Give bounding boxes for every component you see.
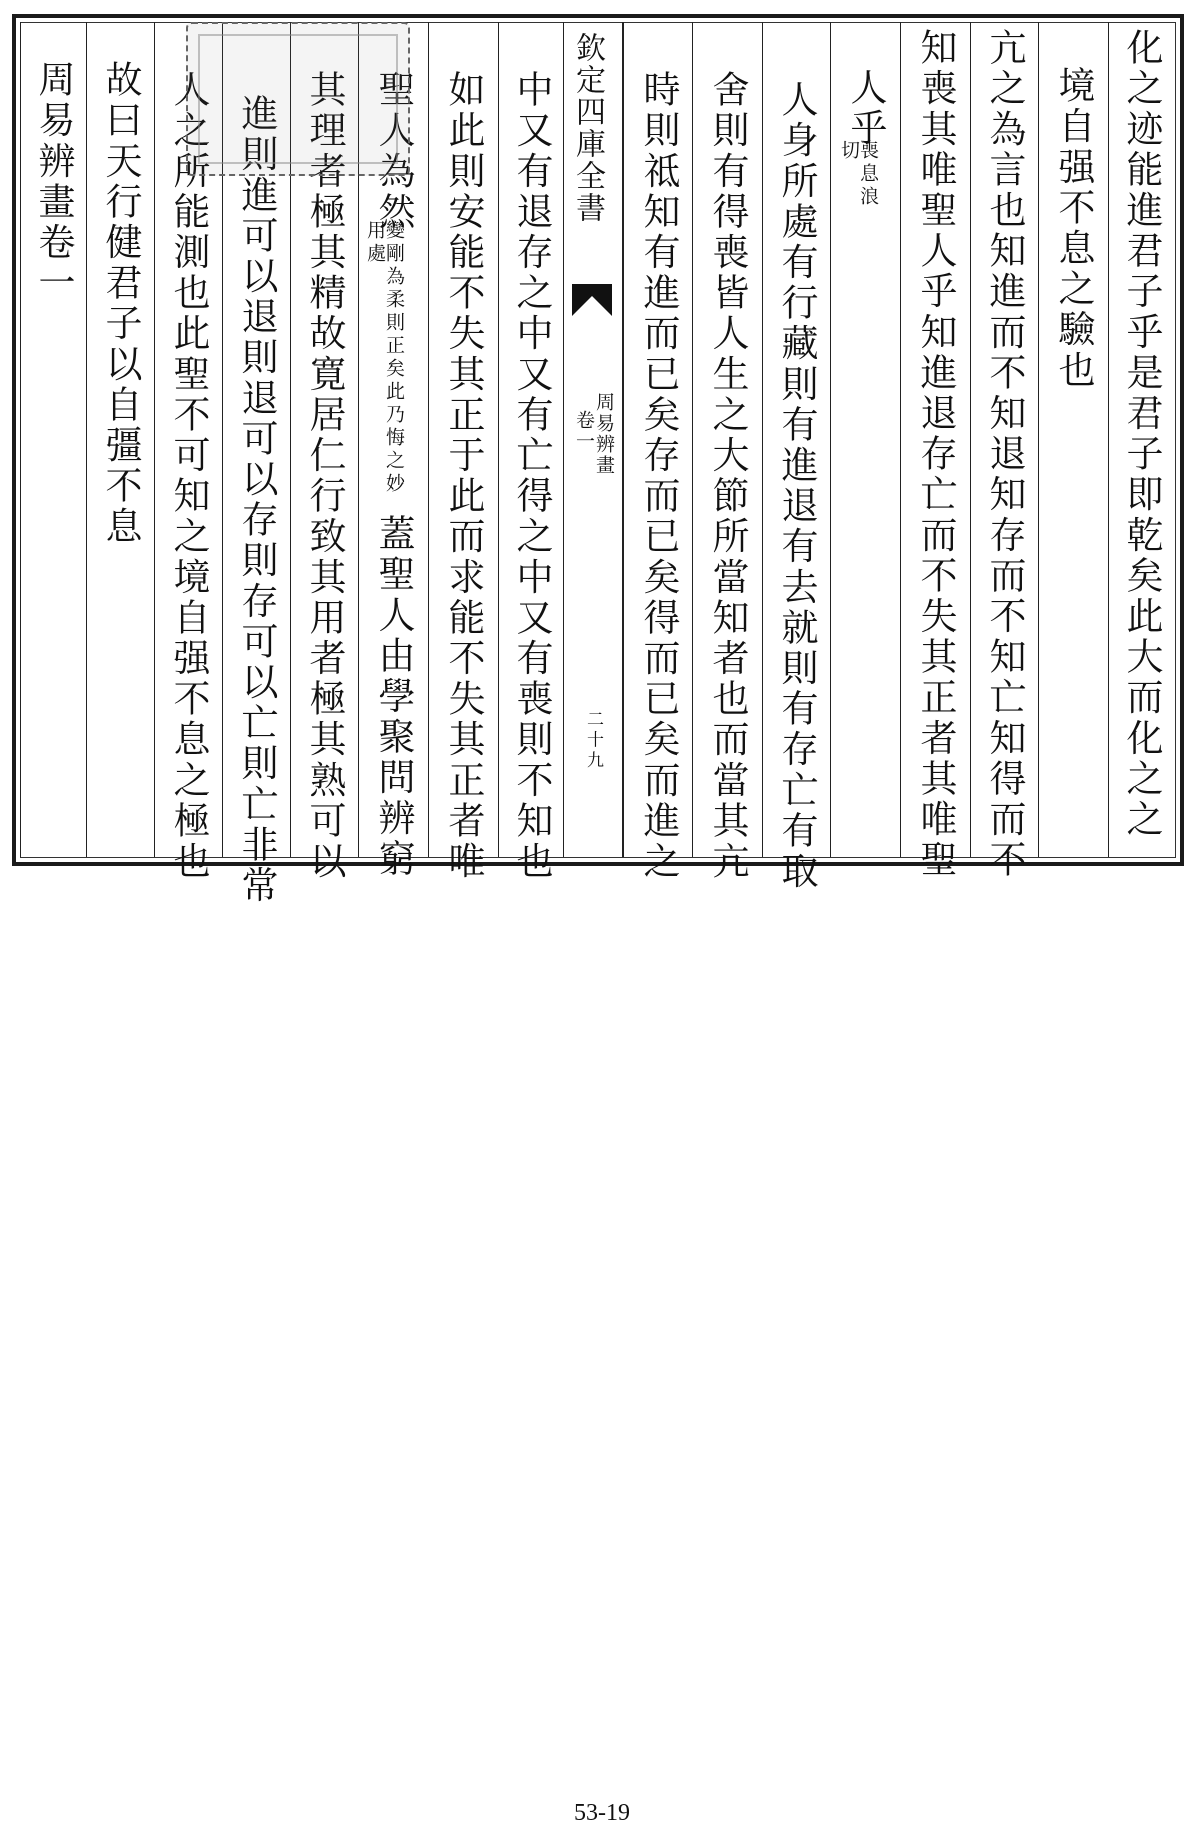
leaf-number: 二十九 (583, 710, 603, 772)
column-text: 人身所處有行藏則有進退有去就則有存亡有取 (775, 80, 818, 892)
column-note: 變剛為柔則正矣此乃悔之妙用處 (364, 220, 405, 496)
page-number: 53-19 (574, 1800, 630, 1826)
column-text: 周易辨畫卷一 (32, 60, 75, 304)
volume-label: 卷一 (573, 410, 595, 452)
column-text: 亢之為言也知進而不知退知存而不知亡知得而不 (983, 28, 1026, 881)
column-text: 其理者極其精故寛居仁行致其用者極其熟可以 (303, 70, 346, 882)
collection-title: 欽定四庫全書 (570, 32, 605, 224)
text-column (900, 22, 970, 881)
column-text: 化之迹能進君子乎是君子即乾矣此大而化之之 (1120, 28, 1163, 840)
text-column (20, 22, 86, 857)
column-text: 人之所能測也此聖不可知之境自强不息之極也 (167, 70, 210, 882)
column-text: 進則進可以退則退可以存則存可以亡則亡非常 (235, 94, 278, 906)
text-column (498, 22, 563, 882)
text-column (830, 22, 900, 857)
text-column (428, 22, 498, 882)
column-text: 舍則有得喪皆人生之大節所當知者也而當其亢 (706, 70, 749, 882)
column-text: 知喪其唯聖人乎知進退存亡而不失其正者其唯聖 (914, 28, 957, 881)
text-column (623, 22, 692, 882)
column-text: 人乎 (844, 68, 887, 150)
column-note: 喪息浪切 (838, 140, 879, 209)
text-column (1038, 22, 1108, 857)
column-text: 時則祗知有進而已矣存而已矣得而已矣而進之 (637, 70, 680, 882)
seal-stamp (186, 22, 410, 176)
text-column (86, 22, 154, 857)
column-text-cont: 蓋聖人由學聚問辨窮 (372, 514, 415, 880)
column-text: 如此則安能不失其正于此而求能不失其正者唯 (442, 70, 485, 882)
column-text: 聖人為然 (372, 70, 415, 233)
column-text: 境自强不息之驗也 (1052, 66, 1095, 391)
text-column (692, 22, 762, 882)
text-column (970, 22, 1038, 881)
fold-column (563, 22, 623, 857)
text-column (762, 22, 830, 892)
column-text: 中又有退存之中又有亡得之中又有喪則不知也 (510, 70, 553, 882)
book-title: 周易辨畫 (593, 392, 615, 476)
column-text: 故曰天行健君子以自彊不息 (99, 60, 142, 548)
fishtail-mark (572, 284, 612, 316)
text-column (1108, 22, 1172, 857)
